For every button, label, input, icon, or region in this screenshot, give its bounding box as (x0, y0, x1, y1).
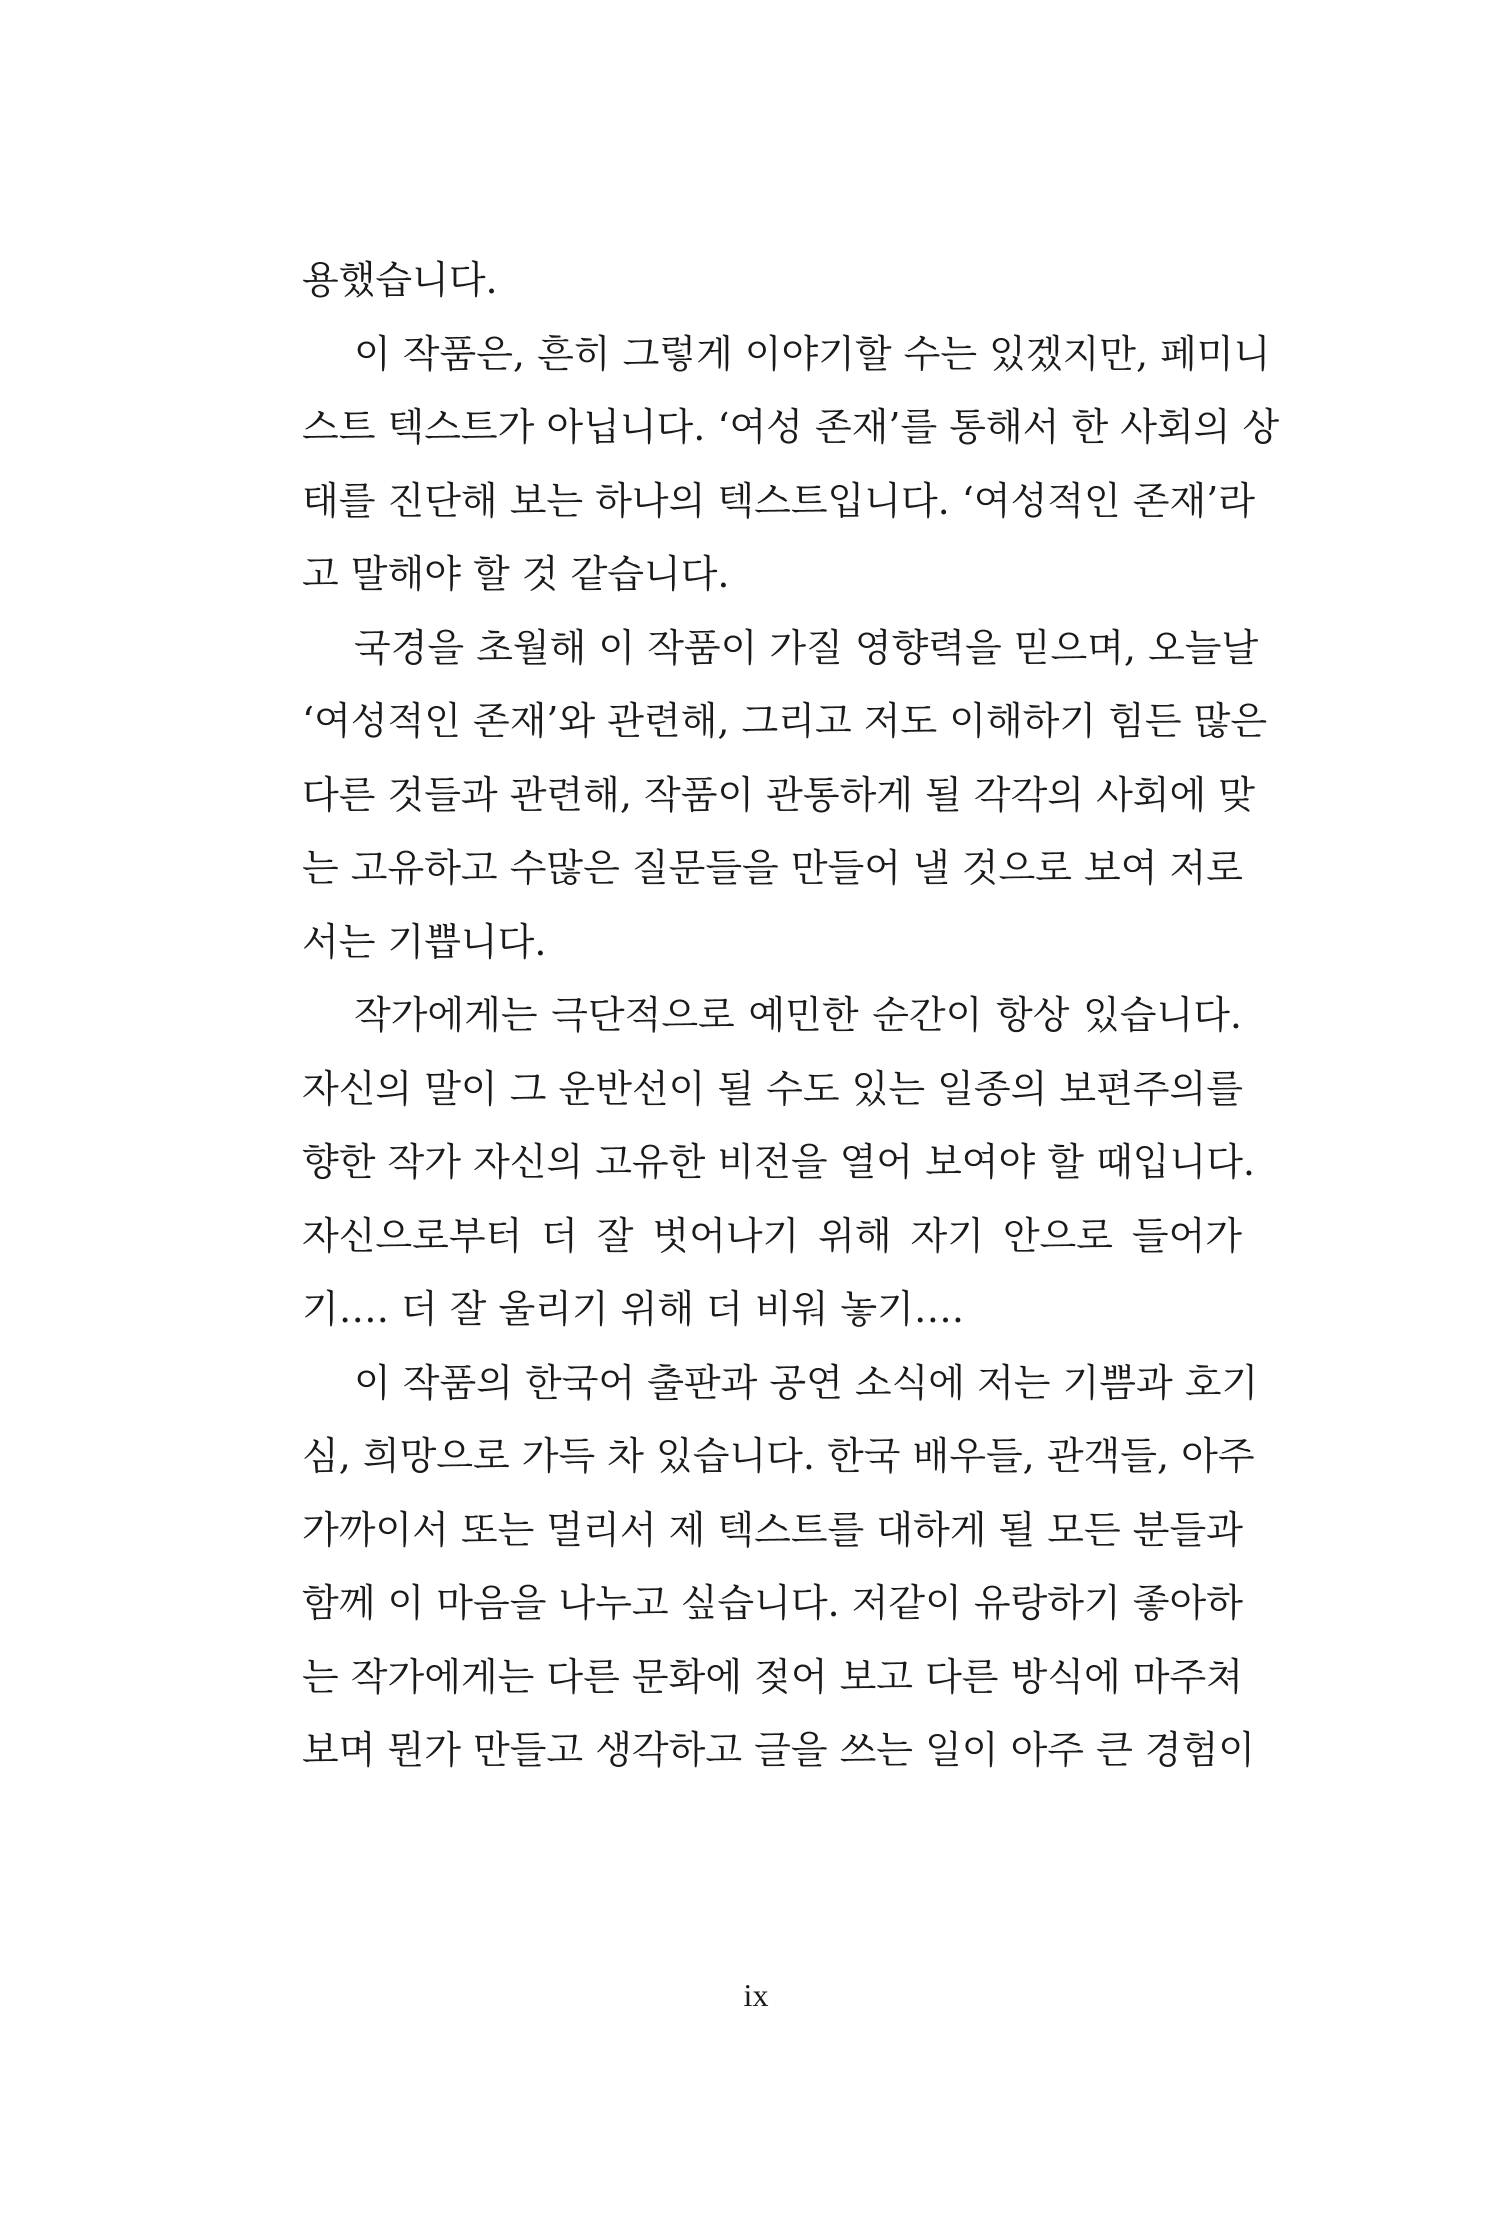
text-line: 태를 진단해 보는 하나의 텍스트입니다. ‘여성적인 존재’라 (302, 478, 1255, 523)
text-line: 용했습니다. (302, 258, 498, 302)
text-line: 심, 희망으로 가득 차 있습니다. 한국 배우들, 관객들, 아주 (302, 1434, 1255, 1478)
text-line: 기…. 더 잘 울리기 위해 더 비워 놓기…. (302, 1287, 964, 1331)
text-line: 이 작품은, 흔히 그렇게 이야기할 수는 있겠지만, 페미니 (354, 331, 1271, 376)
body-text (302, 244, 1280, 1788)
text-line: 는 고유하고 수많은 질문들을 만들어 낼 것으로 보여 저로 (302, 846, 1243, 890)
page-number: ix (743, 1977, 769, 2013)
text-line: 스트 텍스트가 아닙니다. ‘여성 존재’를 통해서 한 사회의 상 (302, 405, 1280, 449)
text-line: 이 작품의 한국어 출판과 공연 소식에 저는 기쁨과 호기 (354, 1360, 1259, 1405)
text-line: 서는 기쁩니다. (302, 919, 547, 964)
text-line: 보며 뭔가 만들고 생각하고 글을 쓰는 일이 아주 큰 경험이 (302, 1728, 1255, 1772)
text-line: 작가에게는 극단적으로 예민한 순간이 항상 있습니다. (354, 993, 1242, 1037)
text-line: 고 말해야 할 것 같습니다. (302, 552, 730, 596)
text-line: 자신으로부터 더 잘 벗어나기 위해 자기 안으로 들어가 (302, 1213, 1242, 1258)
text-line: ‘여성적인 존재’와 관련해, 그리고 저도 이해하기 힘든 많은 (302, 699, 1268, 743)
text-line: 향한 작가 자신의 고유한 비전을 열어 보여야 할 때입니다. (302, 1140, 1255, 1184)
text-line: 함께 이 마음을 나누고 싶습니다. 저같이 유랑하기 좋아하 (302, 1581, 1243, 1625)
text-line: 자신의 말이 그 운반선이 될 수도 있는 일종의 보편주의를 (302, 1066, 1243, 1111)
text-line: 는 작가에게는 다른 문화에 젖어 보고 다른 방식에 마주쳐 (302, 1654, 1243, 1699)
text-line: 가까이서 또는 멀리서 제 텍스트를 대하게 될 모든 분들과 (302, 1507, 1243, 1552)
text-line: 국경을 초월해 이 작품이 가질 영향력을 믿으며, 오늘날 (354, 625, 1259, 670)
text-line: 다른 것들과 관련해, 작품이 관통하게 될 각각의 사회에 맞 (302, 772, 1255, 817)
